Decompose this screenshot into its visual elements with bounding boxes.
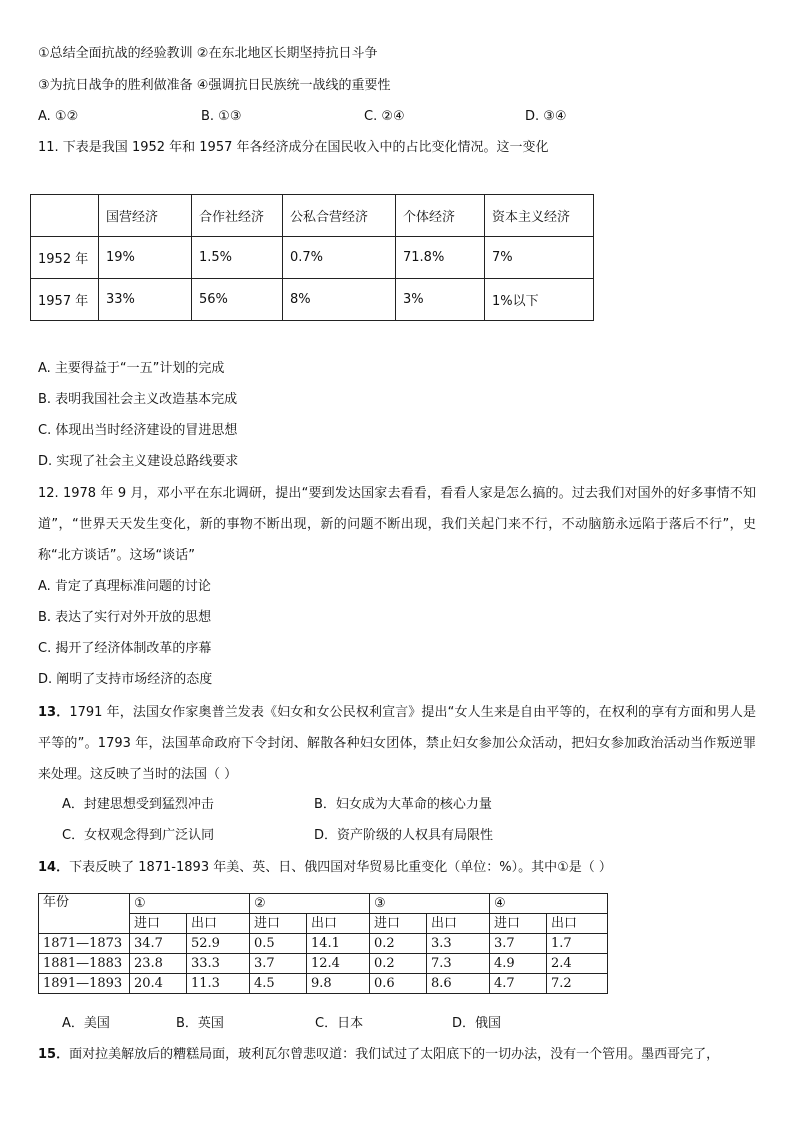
- q14-stem: 下表反映了 1871-1893 年美、英、日、俄四国对华贸易比重变化（单位：%）。其中①是（ ）: [69, 860, 612, 875]
- table-cell: 1871—1873: [39, 934, 130, 954]
- table-header-cell: 个体经济: [396, 195, 485, 237]
- table-row: [31, 237, 594, 279]
- q11-option-c[interactable]: C. 体现出当时经济建设的冒进思想: [38, 423, 238, 438]
- q10-statements-line-2: ③为抗日战争的胜利做准备 ④强调抗日民族统一战线的重要性: [38, 78, 391, 93]
- table-header-cell: 进口: [130, 914, 187, 934]
- q14-option-c[interactable]: C．日本: [315, 1016, 364, 1031]
- q11-option-b[interactable]: B. 表明我国社会主义改造基本完成: [38, 392, 238, 407]
- table-cell: 3.3: [427, 934, 490, 954]
- table-cell: 3.7: [490, 934, 547, 954]
- table-cell: 1881—1883: [39, 954, 130, 974]
- q10-statements-line-1: ①总结全面抗战的经验教训 ②在东北地区长期坚持抗日斗争: [38, 46, 378, 61]
- table-cell: 34.7: [130, 934, 187, 954]
- q15-stem: 面对拉美解放后的糟糕局面，玻利瓦尔曾悲叹道：我们试过了太阳底下的一切办法，没有一个管用。墨西哥完了，: [69, 1047, 720, 1062]
- q10-option-a[interactable]: A. ①②: [38, 109, 79, 124]
- table-cell: 1%以下: [485, 279, 594, 321]
- table-cell: 7.2: [547, 974, 608, 994]
- q14-option-b[interactable]: B．英国: [176, 1016, 224, 1031]
- table-cell: 1891—1893: [39, 974, 130, 994]
- table-header-cell: 进口: [490, 914, 547, 934]
- q10-options: [38, 108, 758, 126]
- table-header-cell: 进口: [370, 914, 427, 934]
- table-cell: 52.9: [187, 934, 250, 954]
- q12-stem: 12. 1978 年 9 月，邓小平在东北调研，提出“要到发达国家去看看，看看人家是怎么搞的。过去我们对国外的好多事情不知道”，“世界天天发生变化，新的事物不断出现，新的问题不断出现，我们关起门来不行，不动脑筋永远陷于落后不行”，史称“北方谈话”。这场“谈话”: [38, 486, 756, 563]
- table-cell: 0.2: [370, 934, 427, 954]
- q13-option-b[interactable]: B．妇女成为大革命的核心力量: [314, 797, 492, 812]
- q13-stem: 1791 年，法国女作家奥普兰发表《妇女和女公民权利宣言》提出“女人生来是自由平等的，在权利的享有方面和男人是平等的”。1793 年，法国革命政府下令封闭、解散各种妇女团体，禁止妇女参加公众活动，把妇女参加政治活动当作叛逆罪来处理。这反映了当时的法国（ ）: [38, 705, 757, 782]
- q11-stem: 11. 下表是我国 1952 年和 1957 年各经济成分在国民收入中的占比变化情况。这一变化: [38, 140, 549, 155]
- q10-option-b[interactable]: B. ①③: [201, 109, 242, 124]
- table-header-cell: 年份: [39, 894, 130, 934]
- table-header-cell: 出口: [187, 914, 250, 934]
- table-row: [31, 279, 594, 321]
- table-cell: 0.7%: [283, 237, 396, 279]
- table-header-cell: 合作社经济: [192, 195, 283, 237]
- table-cell: 4.5: [250, 974, 307, 994]
- q14-option-a[interactable]: A．美国: [62, 1016, 110, 1031]
- table-cell: 23.8: [130, 954, 187, 974]
- q13-block: [38, 697, 756, 790]
- table-header-cell: 出口: [427, 914, 490, 934]
- q15-block: [38, 1046, 719, 1064]
- table-cell: 19%: [99, 237, 192, 279]
- q14-options: [38, 1015, 758, 1033]
- table-cell: 11.3: [187, 974, 250, 994]
- table-cell: 1.5%: [192, 237, 283, 279]
- table-group-header: ①: [130, 894, 250, 914]
- table-row: [39, 974, 608, 994]
- q10-option-c[interactable]: C. ②④: [364, 109, 405, 124]
- q14-option-d[interactable]: D．俄国: [452, 1016, 502, 1031]
- table-cell: 3.7: [250, 954, 307, 974]
- q13-number: 13．: [38, 705, 70, 720]
- table-cell: 1.7: [547, 934, 608, 954]
- table-cell: 14.1: [307, 934, 370, 954]
- table-cell: 2.4: [547, 954, 608, 974]
- table-cell: 3%: [396, 279, 485, 321]
- table-row: [39, 934, 608, 954]
- table-header-cell: 出口: [547, 914, 608, 934]
- q12-option-a[interactable]: A. 肯定了真理标准问题的讨论: [38, 579, 211, 594]
- q12-option-d[interactable]: D. 阐明了支持市场经济的态度: [38, 672, 213, 687]
- table-cell: 9.8: [307, 974, 370, 994]
- table-cell: 8.6: [427, 974, 490, 994]
- q15-number: 15．: [38, 1047, 70, 1062]
- q13-option-d[interactable]: D．资产阶级的人权具有局限性: [314, 828, 494, 843]
- table-cell: 20.4: [130, 974, 187, 994]
- table-cell: 1957 年: [31, 279, 99, 321]
- q12-option-c[interactable]: C. 揭开了经济体制改革的序幕: [38, 641, 212, 656]
- table-cell: 4.7: [490, 974, 547, 994]
- q11-table: [30, 194, 594, 321]
- table-cell: 0.2: [370, 954, 427, 974]
- q14-table: [38, 893, 608, 994]
- table-cell: 1952 年: [31, 237, 99, 279]
- q12-option-b[interactable]: B. 表达了实行对外开放的思想: [38, 610, 212, 625]
- table-header-cell: 公私合营经济: [283, 195, 396, 237]
- table-group-header: ②: [250, 894, 370, 914]
- table-header-cell: 出口: [307, 914, 370, 934]
- q10-option-d[interactable]: D. ③④: [525, 109, 567, 124]
- table-header-cell: 资本主义经济: [485, 195, 594, 237]
- q14-number: 14．: [38, 860, 70, 875]
- table-cell: 33.3: [187, 954, 250, 974]
- table-row: [31, 195, 594, 237]
- table-cell: 0.6: [370, 974, 427, 994]
- table-row: [39, 954, 608, 974]
- table-cell: 0.5: [250, 934, 307, 954]
- q13-option-a[interactable]: A．封建思想受到猛烈冲击: [62, 797, 214, 812]
- table-cell: 56%: [192, 279, 283, 321]
- q11-option-d[interactable]: D. 实现了社会主义建设总路线要求: [38, 454, 239, 469]
- table-cell: 71.8%: [396, 237, 485, 279]
- table-group-header: ④: [490, 894, 608, 914]
- table-cell: 33%: [99, 279, 192, 321]
- table-cell: 7.3: [427, 954, 490, 974]
- table-cell: 8%: [283, 279, 396, 321]
- table-cell: 7%: [485, 237, 594, 279]
- q14-block: [38, 859, 612, 877]
- table-cell: 12.4: [307, 954, 370, 974]
- table-cell: 4.9: [490, 954, 547, 974]
- q11-option-a[interactable]: A. 主要得益于“一五”计划的完成: [38, 361, 225, 376]
- table-header-cell: 进口: [250, 914, 307, 934]
- table-header-cell: [31, 195, 99, 237]
- q13-option-c[interactable]: C．女权观念得到广泛认同: [62, 828, 215, 843]
- table-group-header: ③: [370, 894, 490, 914]
- table-row: [39, 894, 608, 914]
- table-header-cell: 国营经济: [99, 195, 192, 237]
